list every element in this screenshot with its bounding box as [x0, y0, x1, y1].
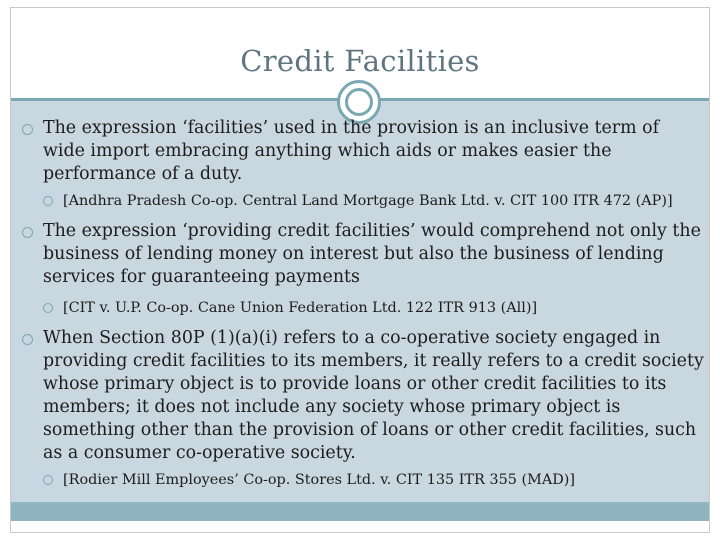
slide-title: Credit Facilities [240, 44, 480, 78]
bullet-list [18, 117, 706, 490]
citation-text: [Andhra Pradesh Co-op. Central Land Mortgage Bank Ltd. v. CIT 100 ITR 472 (AP)] [63, 193, 673, 209]
bullet-circle-icon [22, 227, 33, 238]
citation-text: [CIT v. U.P. Co-op. Cane Union Federation Ltd. 122 ITR 913 (All)] [63, 300, 538, 316]
citation-item-andhra-pradesh [18, 191, 706, 211]
bullet-item-providing-credit [18, 220, 706, 289]
bullet-text: When Section 80P (1)(a)(i) refers to a co-operative society engaged in providing credit facilities to its members, it really refers to a credit society whose primary object is to provide loans or other credit facilities to its members; it does not include any society whose primary object is something other than the provision of loans or other credit facilities, such as a consumer co-operative society. [43, 328, 704, 463]
bullet-text: The expression ‘providing credit facilities’ would comprehend not only the business of lending money on interest but also the business of lending services for guaranteeing payments [43, 221, 701, 287]
footer-bar [11, 502, 709, 521]
bullet-circle-icon [22, 334, 33, 345]
bullet-circle-icon [22, 124, 33, 135]
bullet-item-section-80p [18, 327, 706, 465]
sub-bullet-circle-icon [43, 475, 53, 485]
bullet-item-facilities-definition [18, 117, 706, 186]
citation-item-up-coop [18, 298, 706, 318]
citation-item-rodier-mill [18, 470, 706, 490]
sub-bullet-circle-icon [43, 196, 53, 206]
bullet-text: The expression ‘facilities’ used in the provision is an inclusive term of wide import embracing anything which aids or makes easier the performance of a duty. [43, 118, 660, 184]
sub-bullet-circle-icon [43, 303, 53, 313]
citation-text: [Rodier Mill Employees’ Co-op. Stores Ltd. v. CIT 135 ITR 355 (MAD)] [63, 472, 575, 488]
